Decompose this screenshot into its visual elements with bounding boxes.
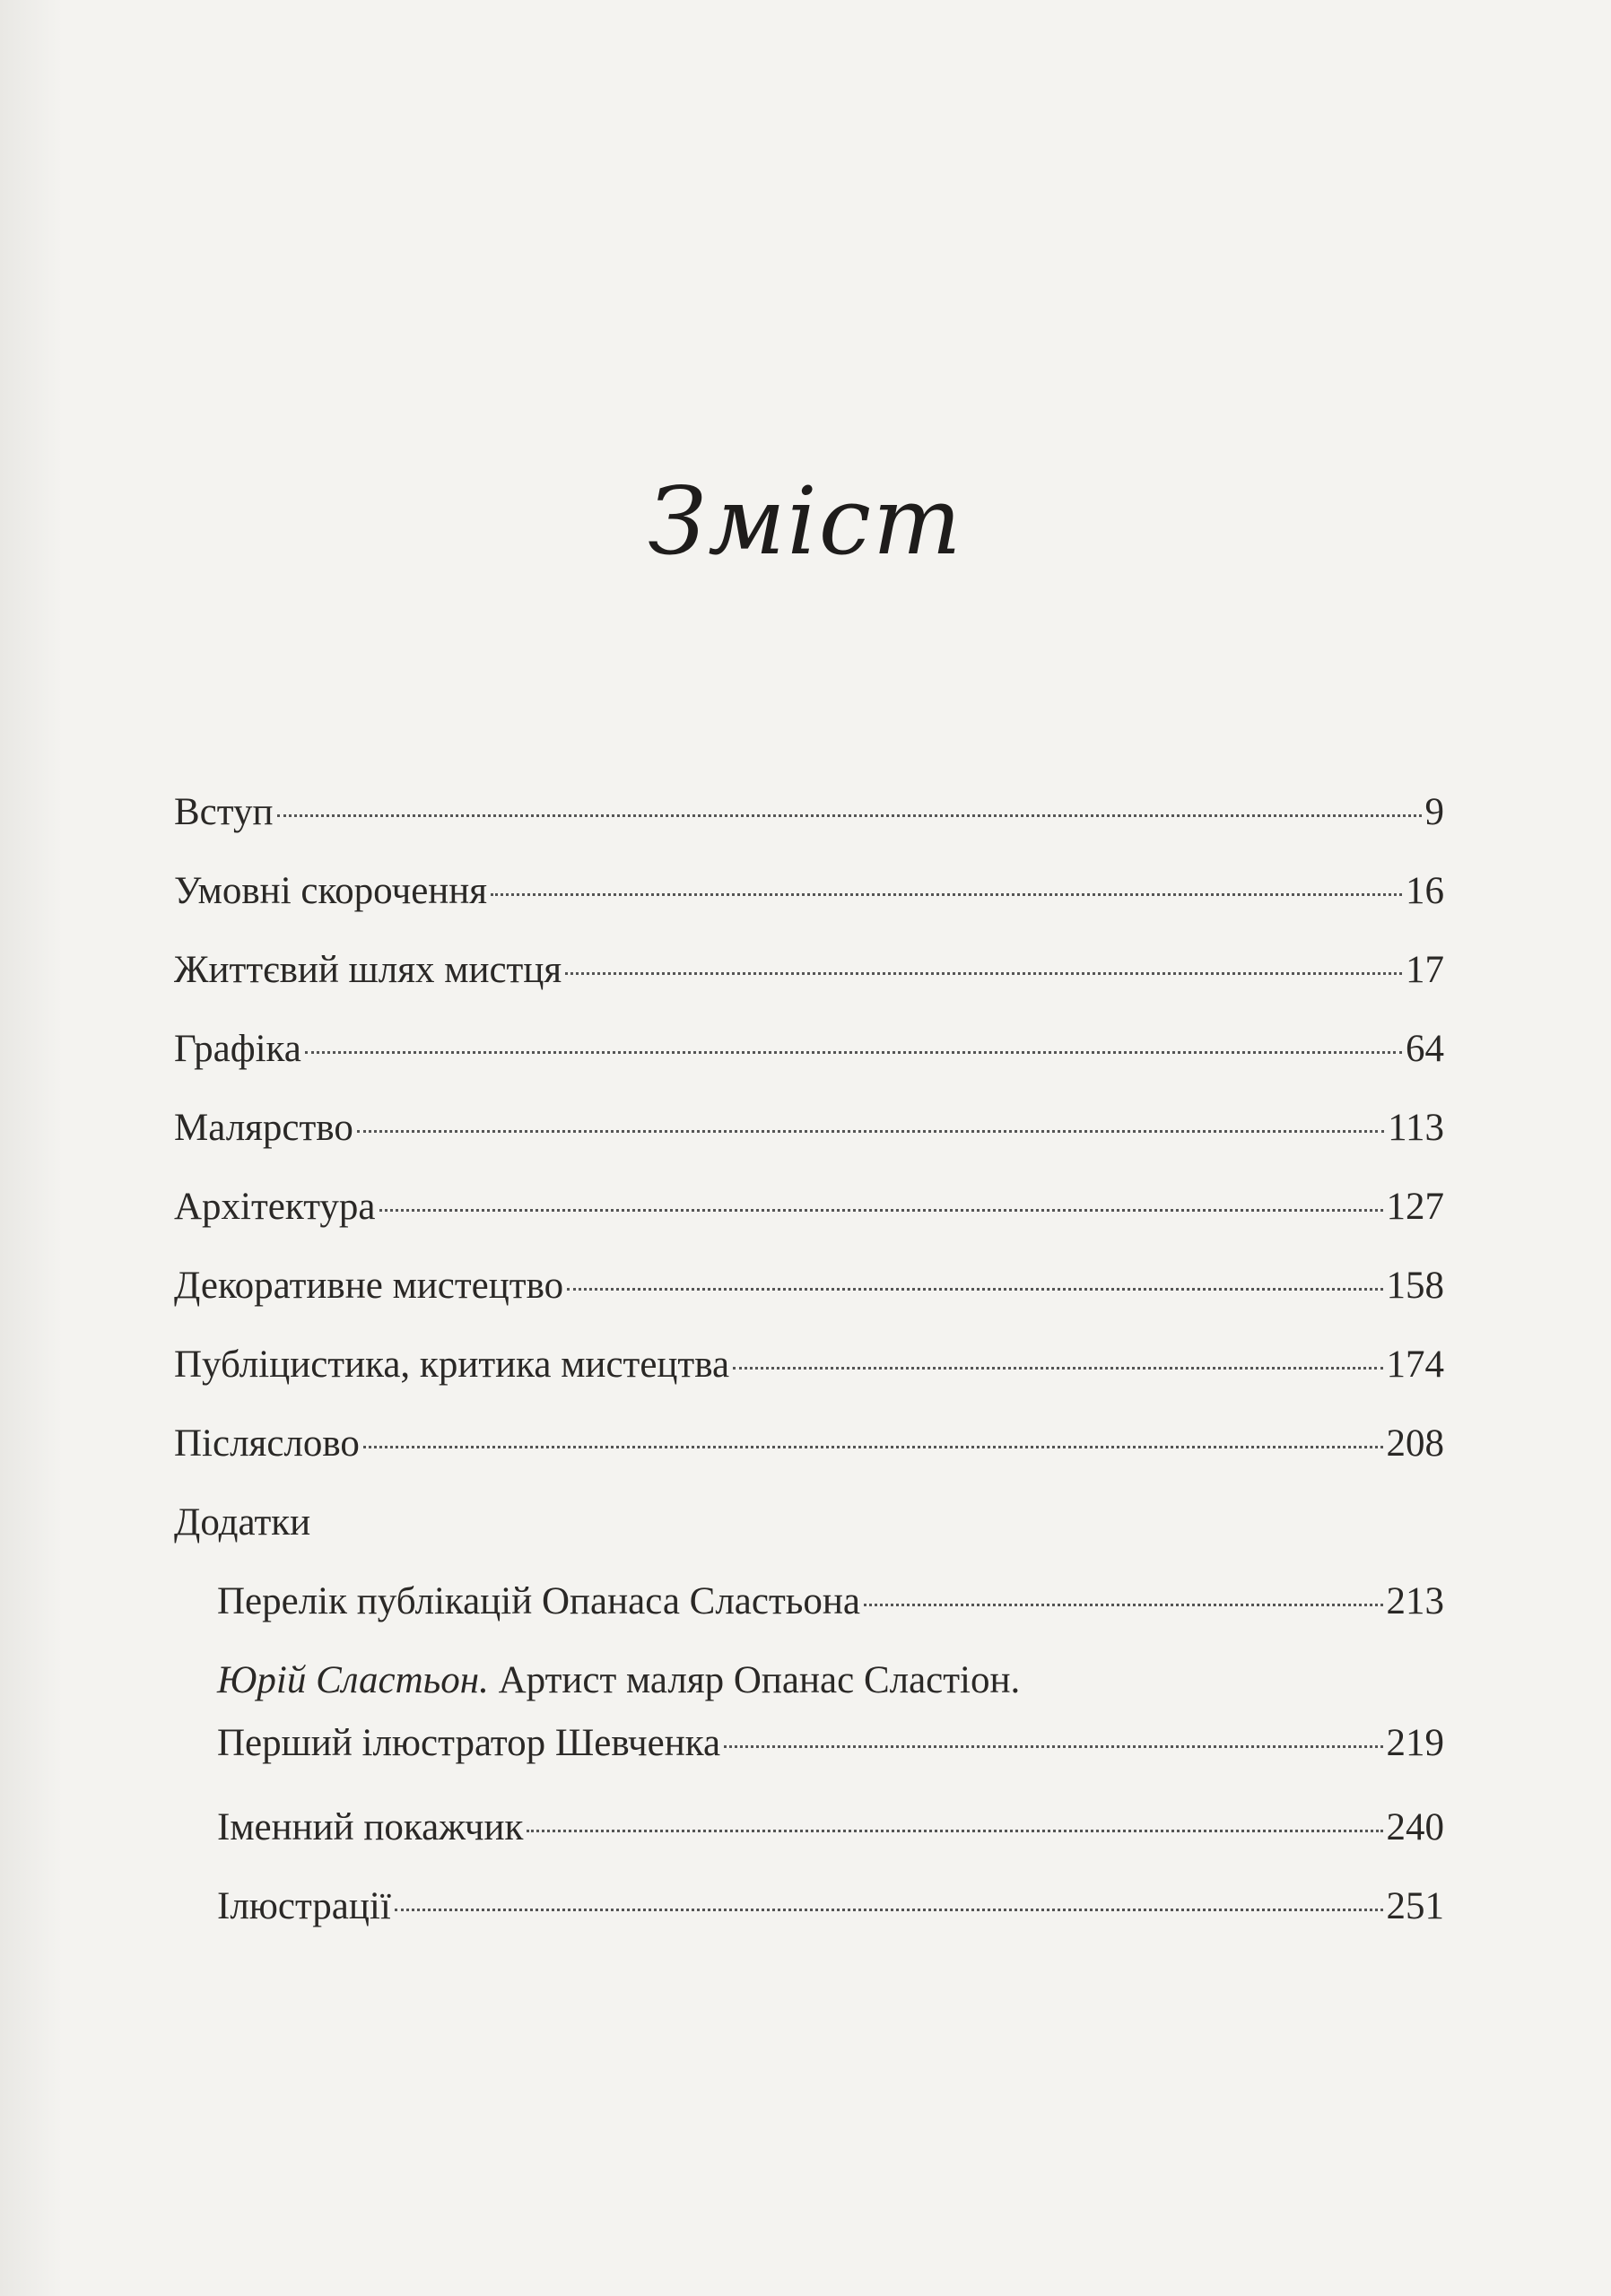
dot-leader xyxy=(363,1446,1383,1448)
dot-leader xyxy=(395,1909,1383,1911)
toc-entry-label: Перелік публікацій Опанаса Сластьона xyxy=(217,1580,860,1622)
toc-subentry xyxy=(174,1562,1444,1641)
toc-entry-page: 208 xyxy=(1386,1422,1444,1465)
page-gutter-shadow xyxy=(0,0,63,2296)
toc-entry-label: Декоративне мистецтво xyxy=(174,1265,564,1307)
page-title: Зміст xyxy=(648,466,963,576)
dot-leader xyxy=(724,1745,1382,1748)
toc-entry xyxy=(174,852,1444,931)
toc-entry-label: Післяслово xyxy=(174,1422,360,1465)
entry-title-line-1: Артист маляр Опанас Сластіон. xyxy=(498,1659,1021,1701)
toc-subentry xyxy=(174,1709,1444,1788)
toc-entry-page: 174 xyxy=(1386,1344,1444,1386)
toc-entry-label: Перший ілюстратор Шевченка xyxy=(217,1722,721,1764)
toc-entry-page: 16 xyxy=(1406,870,1444,912)
toc-entry xyxy=(174,1326,1444,1405)
toc-entry-page: 213 xyxy=(1386,1580,1444,1622)
dot-leader xyxy=(357,1130,1384,1133)
toc-entry xyxy=(174,931,1444,1010)
toc-entry xyxy=(174,1405,1444,1483)
dot-leader xyxy=(864,1604,1383,1606)
toc-entry-page: 219 xyxy=(1386,1722,1444,1764)
toc-entry-page: 158 xyxy=(1386,1265,1444,1307)
toc-entry-page: 251 xyxy=(1386,1885,1444,1927)
dot-leader xyxy=(565,972,1402,975)
toc-subentry-first-line xyxy=(174,1641,1444,1709)
dot-leader xyxy=(567,1288,1382,1291)
toc-entry-page: 240 xyxy=(1386,1806,1444,1848)
entry-author: Юрій Сластьон. xyxy=(217,1659,489,1701)
dot-leader xyxy=(527,1830,1382,1832)
table-of-contents xyxy=(174,773,1444,1946)
toc-entry-label: Архітектура xyxy=(174,1186,376,1228)
appendix-heading: Додатки xyxy=(174,1501,311,1544)
toc-entry-page: 127 xyxy=(1386,1186,1444,1228)
toc-entry-label: Ілюстрації xyxy=(217,1885,391,1927)
toc-entry-label: Вступ xyxy=(174,791,274,833)
toc-entry-label: Умовні скорочення xyxy=(174,870,488,912)
toc-entry xyxy=(174,1247,1444,1326)
toc-subentry xyxy=(174,1867,1444,1946)
toc-entry-page: 17 xyxy=(1406,949,1444,991)
toc-entry-page: 9 xyxy=(1424,791,1444,833)
dot-leader xyxy=(733,1367,1382,1370)
dot-leader xyxy=(379,1209,1383,1212)
toc-entry xyxy=(174,1089,1444,1168)
toc-subentry xyxy=(174,1788,1444,1867)
toc-entry-label: Публіцистика, критика мистецтва xyxy=(174,1344,730,1386)
toc-entry-label: Життєвий шлях мистця xyxy=(174,949,562,991)
toc-entry xyxy=(174,773,1444,852)
toc-entry-page: 113 xyxy=(1388,1107,1444,1149)
dot-leader xyxy=(491,893,1402,896)
toc-entry-page: 64 xyxy=(1406,1028,1444,1070)
toc-entry xyxy=(174,1168,1444,1247)
toc-entry-label: Іменний покажчик xyxy=(217,1806,524,1848)
toc-entry-label: Графіка xyxy=(174,1028,301,1070)
toc-entry-label: Малярство xyxy=(174,1107,353,1149)
dot-leader xyxy=(277,814,1422,817)
dot-leader xyxy=(305,1051,1402,1054)
toc-entry xyxy=(174,1010,1444,1089)
